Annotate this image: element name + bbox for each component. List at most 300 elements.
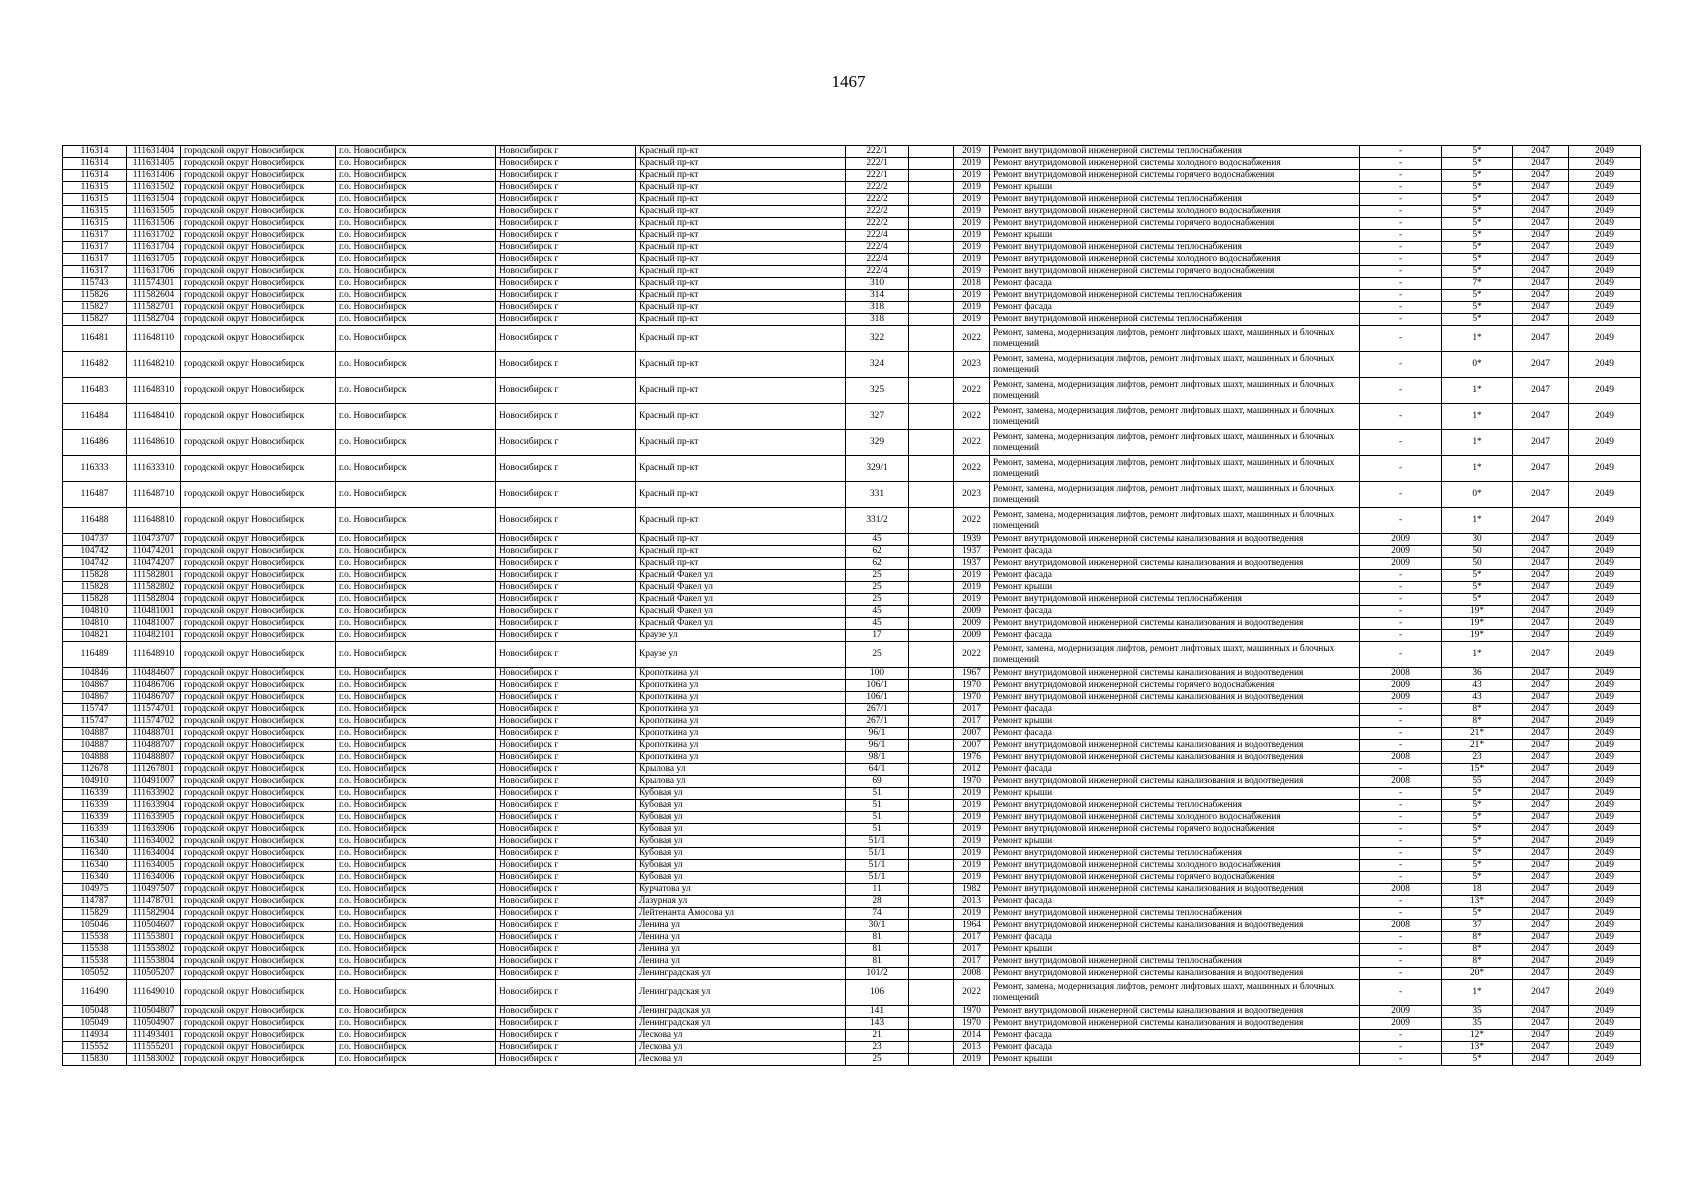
cell-wear: 5* — [1442, 788, 1513, 800]
cell-urban-district: г.о. Новосибирск — [336, 872, 496, 884]
cell-wear: 1* — [1442, 508, 1513, 534]
cell-build-year: 2022 — [954, 980, 990, 1006]
cell-urban-district: г.о. Новосибирск — [336, 884, 496, 896]
cell-work-type: Ремонт, замена, модернизация лифтов, ремонт лифтовых шахт, машинных и блочных помещений — [990, 404, 1360, 430]
cell-work-type: Ремонт крыши — [990, 836, 1360, 848]
cell-house-id: 115538 — [63, 956, 127, 968]
cell-work-code: 111631706 — [127, 266, 181, 278]
cell-build-year: 1939 — [954, 534, 990, 546]
cell-empty — [909, 606, 954, 618]
table-row — [63, 788, 1641, 800]
cell-build-year: 2013 — [954, 896, 990, 908]
cell-street: Красный пр-кт — [636, 378, 846, 404]
table-row — [63, 968, 1641, 980]
cell-urban-district: г.о. Новосибирск — [336, 618, 496, 630]
cell-last-repair-year: - — [1360, 170, 1442, 182]
cell-plan-year-1: 2047 — [1513, 508, 1569, 534]
cell-street: Красный пр-кт — [636, 278, 846, 290]
cell-street: Краузе ул — [636, 642, 846, 668]
cell-house-number: 106/1 — [846, 680, 909, 692]
cell-work-type: Ремонт крыши — [990, 944, 1360, 956]
cell-wear: 50 — [1442, 546, 1513, 558]
cell-empty — [909, 860, 954, 872]
cell-urban-district: г.о. Новосибирск — [336, 920, 496, 932]
cell-urban-district: г.о. Новосибирск — [336, 848, 496, 860]
cell-last-repair-year: - — [1360, 932, 1442, 944]
cell-empty — [909, 534, 954, 546]
cell-house-id: 104888 — [63, 752, 127, 764]
cell-street: Ленинградская ул — [636, 1006, 846, 1018]
cell-urban-district: г.о. Новосибирск — [336, 764, 496, 776]
cell-last-repair-year: - — [1360, 824, 1442, 836]
cell-last-repair-year: - — [1360, 266, 1442, 278]
cell-house-id: 116339 — [63, 788, 127, 800]
cell-work-code: 111631502 — [127, 182, 181, 194]
cell-build-year: 1937 — [954, 558, 990, 570]
cell-settlement: Новосибирск г — [496, 752, 636, 764]
cell-work-code: 111582804 — [127, 594, 181, 606]
cell-house-id: 116339 — [63, 800, 127, 812]
cell-plan-year-2: 2049 — [1569, 314, 1641, 326]
cell-work-code: 111493401 — [127, 1030, 181, 1042]
cell-empty — [909, 740, 954, 752]
cell-settlement: Новосибирск г — [496, 314, 636, 326]
cell-plan-year-2: 2049 — [1569, 194, 1641, 206]
cell-empty — [909, 404, 954, 430]
cell-municipality: городской округ Новосибирск — [181, 618, 336, 630]
cell-urban-district: г.о. Новосибирск — [336, 266, 496, 278]
cell-plan-year-2: 2049 — [1569, 290, 1641, 302]
cell-wear: 1* — [1442, 378, 1513, 404]
cell-municipality: городской округ Новосибирск — [181, 146, 336, 158]
table-row — [63, 1006, 1641, 1018]
cell-house-id: 104867 — [63, 692, 127, 704]
cell-plan-year-1: 2047 — [1513, 776, 1569, 788]
cell-house-number: 23 — [846, 1042, 909, 1054]
cell-settlement: Новосибирск г — [496, 1054, 636, 1066]
cell-empty — [909, 932, 954, 944]
cell-last-repair-year: - — [1360, 800, 1442, 812]
cell-wear: 8* — [1442, 956, 1513, 968]
cell-wear: 1* — [1442, 404, 1513, 430]
cell-wear: 5* — [1442, 812, 1513, 824]
cell-last-repair-year: - — [1360, 594, 1442, 606]
cell-house-id: 116481 — [63, 326, 127, 352]
cell-work-type: Ремонт, замена, модернизация лифтов, ремонт лифтовых шахт, машинных и блочных помещений — [990, 378, 1360, 404]
cell-build-year: 2019 — [954, 242, 990, 254]
cell-plan-year-1: 2047 — [1513, 932, 1569, 944]
cell-wear: 5* — [1442, 314, 1513, 326]
cell-work-type: Ремонт фасада — [990, 630, 1360, 642]
cell-house-number: 100 — [846, 668, 909, 680]
cell-house-id: 116340 — [63, 860, 127, 872]
cell-wear: 5* — [1442, 158, 1513, 170]
cell-empty — [909, 968, 954, 980]
cell-street: Красный пр-кт — [636, 430, 846, 456]
table-row — [63, 872, 1641, 884]
cell-plan-year-1: 2047 — [1513, 194, 1569, 206]
cell-last-repair-year: 2009 — [1360, 558, 1442, 570]
cell-settlement: Новосибирск г — [496, 1006, 636, 1018]
cell-house-number: 329 — [846, 430, 909, 456]
cell-build-year: 2017 — [954, 704, 990, 716]
cell-house-number: 74 — [846, 908, 909, 920]
cell-work-code: 110504907 — [127, 1018, 181, 1030]
cell-work-type: Ремонт внутридомовой инженерной системы горячего водоснабжения — [990, 680, 1360, 692]
cell-plan-year-1: 2047 — [1513, 704, 1569, 716]
cell-street: Ленина ул — [636, 956, 846, 968]
cell-urban-district: г.о. Новосибирск — [336, 1054, 496, 1066]
table-row — [63, 618, 1641, 630]
cell-wear: 5* — [1442, 194, 1513, 206]
cell-municipality: городской округ Новосибирск — [181, 582, 336, 594]
cell-build-year: 1970 — [954, 692, 990, 704]
cell-municipality: городской округ Новосибирск — [181, 764, 336, 776]
table-row — [63, 764, 1641, 776]
cell-urban-district: г.о. Новосибирск — [336, 314, 496, 326]
cell-house-number: 329/1 — [846, 456, 909, 482]
cell-plan-year-2: 2049 — [1569, 182, 1641, 194]
cell-plan-year-1: 2047 — [1513, 266, 1569, 278]
cell-municipality: городской округ Новосибирск — [181, 824, 336, 836]
cell-plan-year-1: 2047 — [1513, 582, 1569, 594]
cell-house-number: 331/2 — [846, 508, 909, 534]
cell-work-type: Ремонт внутридомовой инженерной системы горячего водоснабжения — [990, 218, 1360, 230]
cell-work-code: 110488807 — [127, 752, 181, 764]
cell-build-year: 1967 — [954, 668, 990, 680]
cell-municipality: городской округ Новосибирск — [181, 570, 336, 582]
cell-empty — [909, 630, 954, 642]
cell-work-type: Ремонт внутридомовой инженерной системы теплоснабжения — [990, 848, 1360, 860]
cell-street: Красный пр-кт — [636, 352, 846, 378]
cell-plan-year-1: 2047 — [1513, 884, 1569, 896]
cell-plan-year-1: 2047 — [1513, 482, 1569, 508]
cell-urban-district: г.о. Новосибирск — [336, 896, 496, 908]
cell-municipality: городской округ Новосибирск — [181, 956, 336, 968]
cell-plan-year-1: 2047 — [1513, 800, 1569, 812]
cell-street: Красный пр-кт — [636, 182, 846, 194]
cell-work-code: 110481007 — [127, 618, 181, 630]
cell-plan-year-1: 2047 — [1513, 170, 1569, 182]
cell-municipality: городской округ Новосибирск — [181, 1018, 336, 1030]
cell-work-code: 111648710 — [127, 482, 181, 508]
cell-street: Кубовая ул — [636, 860, 846, 872]
cell-urban-district: г.о. Новосибирск — [336, 534, 496, 546]
cell-work-code: 111631404 — [127, 146, 181, 158]
cell-urban-district: г.о. Новосибирск — [336, 692, 496, 704]
cell-wear: 0* — [1442, 352, 1513, 378]
cell-work-type: Ремонт, замена, модернизация лифтов, ремонт лифтовых шахт, машинных и блочных помещений — [990, 456, 1360, 482]
cell-work-type: Ремонт крыши — [990, 182, 1360, 194]
table-row — [63, 752, 1641, 764]
cell-plan-year-2: 2049 — [1569, 680, 1641, 692]
cell-street: Кубовая ул — [636, 836, 846, 848]
cell-last-repair-year: 2008 — [1360, 884, 1442, 896]
cell-municipality: городской округ Новосибирск — [181, 668, 336, 680]
cell-empty — [909, 182, 954, 194]
cell-house-id: 104821 — [63, 630, 127, 642]
cell-plan-year-1: 2047 — [1513, 680, 1569, 692]
table-row — [63, 704, 1641, 716]
cell-municipality: городской округ Новосибирск — [181, 242, 336, 254]
cell-settlement: Новосибирск г — [496, 812, 636, 824]
cell-last-repair-year: - — [1360, 456, 1442, 482]
cell-urban-district: г.о. Новосибирск — [336, 630, 496, 642]
cell-urban-district: г.о. Новосибирск — [336, 558, 496, 570]
cell-urban-district: г.о. Новосибирск — [336, 508, 496, 534]
cell-wear: 0* — [1442, 482, 1513, 508]
cell-plan-year-2: 2049 — [1569, 254, 1641, 266]
cell-work-code: 111634002 — [127, 836, 181, 848]
cell-work-type: Ремонт внутридомовой инженерной системы канализования и водоотведения — [990, 618, 1360, 630]
cell-build-year: 2019 — [954, 582, 990, 594]
cell-empty — [909, 812, 954, 824]
cell-urban-district: г.о. Новосибирск — [336, 230, 496, 242]
table-row — [63, 630, 1641, 642]
cell-plan-year-2: 2049 — [1569, 534, 1641, 546]
table-row — [63, 430, 1641, 456]
cell-plan-year-2: 2049 — [1569, 908, 1641, 920]
cell-municipality: городской округ Новосибирск — [181, 836, 336, 848]
cell-wear: 5* — [1442, 848, 1513, 860]
cell-plan-year-2: 2049 — [1569, 1030, 1641, 1042]
cell-work-code: 111574701 — [127, 704, 181, 716]
cell-house-number: 267/1 — [846, 704, 909, 716]
cell-house-id: 116333 — [63, 456, 127, 482]
cell-work-code: 111582802 — [127, 582, 181, 594]
cell-last-repair-year: 2009 — [1360, 1018, 1442, 1030]
cell-house-number: 64/1 — [846, 764, 909, 776]
cell-street: Кропоткина ул — [636, 740, 846, 752]
cell-urban-district: г.о. Новосибирск — [336, 956, 496, 968]
table-row — [63, 266, 1641, 278]
cell-build-year: 2019 — [954, 788, 990, 800]
cell-house-number: 101/2 — [846, 968, 909, 980]
cell-wear: 5* — [1442, 254, 1513, 266]
cell-work-code: 111574702 — [127, 716, 181, 728]
table-row — [63, 378, 1641, 404]
cell-work-code: 111631506 — [127, 218, 181, 230]
cell-plan-year-2: 2049 — [1569, 570, 1641, 582]
cell-municipality: городской округ Новосибирск — [181, 860, 336, 872]
cell-work-type: Ремонт фасада — [990, 570, 1360, 582]
cell-work-type: Ремонт внутридомовой инженерной системы холодного водоснабжения — [990, 860, 1360, 872]
cell-build-year: 2019 — [954, 800, 990, 812]
cell-settlement: Новосибирск г — [496, 630, 636, 642]
cell-build-year: 2008 — [954, 968, 990, 980]
cell-settlement: Новосибирск г — [496, 884, 636, 896]
cell-build-year: 2022 — [954, 456, 990, 482]
cell-settlement: Новосибирск г — [496, 430, 636, 456]
cell-house-number: 106/1 — [846, 692, 909, 704]
cell-plan-year-2: 2049 — [1569, 630, 1641, 642]
cell-plan-year-2: 2049 — [1569, 752, 1641, 764]
cell-house-number: 222/1 — [846, 146, 909, 158]
cell-work-code: 110486706 — [127, 680, 181, 692]
table-row — [63, 980, 1641, 1006]
cell-last-repair-year: - — [1360, 618, 1442, 630]
cell-last-repair-year: - — [1360, 642, 1442, 668]
cell-work-type: Ремонт фасада — [990, 764, 1360, 776]
cell-municipality: городской округ Новосибирск — [181, 884, 336, 896]
cell-municipality: городской округ Новосибирск — [181, 456, 336, 482]
cell-work-type: Ремонт внутридомовой инженерной системы теплоснабжения — [990, 800, 1360, 812]
cell-house-id: 116315 — [63, 194, 127, 206]
cell-plan-year-2: 2049 — [1569, 456, 1641, 482]
cell-last-repair-year: - — [1360, 206, 1442, 218]
cell-last-repair-year: - — [1360, 872, 1442, 884]
cell-settlement: Новосибирск г — [496, 378, 636, 404]
cell-settlement: Новосибирск г — [496, 896, 636, 908]
cell-municipality: городской округ Новосибирск — [181, 378, 336, 404]
cell-build-year: 2009 — [954, 618, 990, 630]
cell-urban-district: г.о. Новосибирск — [336, 824, 496, 836]
cell-work-type: Ремонт фасада — [990, 546, 1360, 558]
cell-plan-year-1: 2047 — [1513, 752, 1569, 764]
cell-house-id: 104867 — [63, 680, 127, 692]
cell-build-year: 1970 — [954, 1018, 990, 1030]
cell-plan-year-2: 2049 — [1569, 482, 1641, 508]
cell-work-code: 111633904 — [127, 800, 181, 812]
table-row — [63, 570, 1641, 582]
cell-work-code: 111555201 — [127, 1042, 181, 1054]
cell-build-year: 2017 — [954, 944, 990, 956]
cell-house-id: 116314 — [63, 158, 127, 170]
cell-municipality: городской округ Новосибирск — [181, 314, 336, 326]
table-row — [63, 508, 1641, 534]
cell-empty — [909, 456, 954, 482]
cell-street: Кропоткина ул — [636, 752, 846, 764]
cell-street: Лескова ул — [636, 1042, 846, 1054]
cell-municipality: городской округ Новосибирск — [181, 1042, 336, 1054]
cell-house-id: 104846 — [63, 668, 127, 680]
cell-plan-year-1: 2047 — [1513, 836, 1569, 848]
cell-municipality: городской округ Новосибирск — [181, 812, 336, 824]
cell-empty — [909, 764, 954, 776]
cell-work-code: 111631705 — [127, 254, 181, 266]
cell-municipality: городской округ Новосибирск — [181, 788, 336, 800]
cell-plan-year-1: 2047 — [1513, 980, 1569, 1006]
cell-street: Красный Факел ул — [636, 582, 846, 594]
cell-last-repair-year: 2008 — [1360, 752, 1442, 764]
cell-municipality: городской округ Новосибирск — [181, 302, 336, 314]
cell-street: Красный пр-кт — [636, 170, 846, 182]
cell-plan-year-2: 2049 — [1569, 242, 1641, 254]
cell-street: Лескова ул — [636, 1030, 846, 1042]
cell-last-repair-year: - — [1360, 740, 1442, 752]
cell-house-number: 322 — [846, 326, 909, 352]
cell-settlement: Новосибирск г — [496, 570, 636, 582]
cell-house-number: 69 — [846, 776, 909, 788]
cell-work-code: 111582604 — [127, 290, 181, 302]
cell-street: Красный пр-кт — [636, 290, 846, 302]
cell-settlement: Новосибирск г — [496, 788, 636, 800]
cell-plan-year-2: 2049 — [1569, 170, 1641, 182]
cell-house-number: 331 — [846, 482, 909, 508]
cell-street: Ленинградская ул — [636, 968, 846, 980]
cell-settlement: Новосибирск г — [496, 266, 636, 278]
table-row — [63, 836, 1641, 848]
cell-municipality: городской округ Новосибирск — [181, 630, 336, 642]
cell-settlement: Новосибирск г — [496, 680, 636, 692]
cell-plan-year-2: 2049 — [1569, 824, 1641, 836]
cell-empty — [909, 558, 954, 570]
cell-house-id: 116489 — [63, 642, 127, 668]
cell-last-repair-year: - — [1360, 290, 1442, 302]
cell-empty — [909, 872, 954, 884]
cell-street: Курчатова ул — [636, 884, 846, 896]
cell-last-repair-year: - — [1360, 956, 1442, 968]
cell-house-id: 104742 — [63, 558, 127, 570]
cell-last-repair-year: 2009 — [1360, 680, 1442, 692]
cell-wear: 5* — [1442, 582, 1513, 594]
cell-urban-district: г.о. Новосибирск — [336, 642, 496, 668]
cell-build-year: 2019 — [954, 848, 990, 860]
cell-work-type: Ремонт фасада — [990, 1030, 1360, 1042]
table-row — [63, 206, 1641, 218]
cell-empty — [909, 668, 954, 680]
table-body — [63, 146, 1641, 1066]
cell-house-id: 115827 — [63, 314, 127, 326]
cell-empty — [909, 430, 954, 456]
cell-street: Красный пр-кт — [636, 254, 846, 266]
cell-plan-year-1: 2047 — [1513, 378, 1569, 404]
cell-street: Красный пр-кт — [636, 508, 846, 534]
cell-empty — [909, 884, 954, 896]
cell-work-code: 110504607 — [127, 920, 181, 932]
cell-last-repair-year: - — [1360, 404, 1442, 430]
cell-wear: 21* — [1442, 740, 1513, 752]
cell-plan-year-1: 2047 — [1513, 570, 1569, 582]
cell-municipality: городской округ Новосибирск — [181, 642, 336, 668]
cell-house-number: 222/4 — [846, 242, 909, 254]
table-row — [63, 242, 1641, 254]
table-row — [63, 290, 1641, 302]
cell-wear: 5* — [1442, 800, 1513, 812]
cell-settlement: Новосибирск г — [496, 1030, 636, 1042]
cell-street: Красный пр-кт — [636, 558, 846, 570]
cell-build-year: 2019 — [954, 266, 990, 278]
cell-build-year: 2019 — [954, 1054, 990, 1066]
cell-work-code: 111633905 — [127, 812, 181, 824]
cell-empty — [909, 146, 954, 158]
cell-house-number: 17 — [846, 630, 909, 642]
cell-house-id: 115829 — [63, 908, 127, 920]
cell-build-year: 2017 — [954, 716, 990, 728]
cell-street: Кубовая ул — [636, 824, 846, 836]
cell-settlement: Новосибирск г — [496, 218, 636, 230]
cell-settlement: Новосибирск г — [496, 230, 636, 242]
cell-empty — [909, 302, 954, 314]
cell-build-year: 1970 — [954, 1006, 990, 1018]
cell-street: Красный Факел ул — [636, 594, 846, 606]
cell-plan-year-1: 2047 — [1513, 182, 1569, 194]
cell-plan-year-2: 2049 — [1569, 980, 1641, 1006]
cell-last-repair-year: 2009 — [1360, 1006, 1442, 1018]
cell-work-type: Ремонт внутридомовой инженерной системы теплоснабжения — [990, 290, 1360, 302]
cell-urban-district: г.о. Новосибирск — [336, 1042, 496, 1054]
cell-plan-year-1: 2047 — [1513, 1006, 1569, 1018]
cell-work-type: Ремонт внутридомовой инженерной системы теплоснабжения — [990, 908, 1360, 920]
cell-last-repair-year: - — [1360, 1042, 1442, 1054]
table-row — [63, 668, 1641, 680]
cell-house-id: 115743 — [63, 278, 127, 290]
cell-plan-year-1: 2047 — [1513, 728, 1569, 740]
cell-empty — [909, 896, 954, 908]
table-row — [63, 456, 1641, 482]
cell-wear: 5* — [1442, 872, 1513, 884]
cell-street: Лейтенанта Амосова ул — [636, 908, 846, 920]
